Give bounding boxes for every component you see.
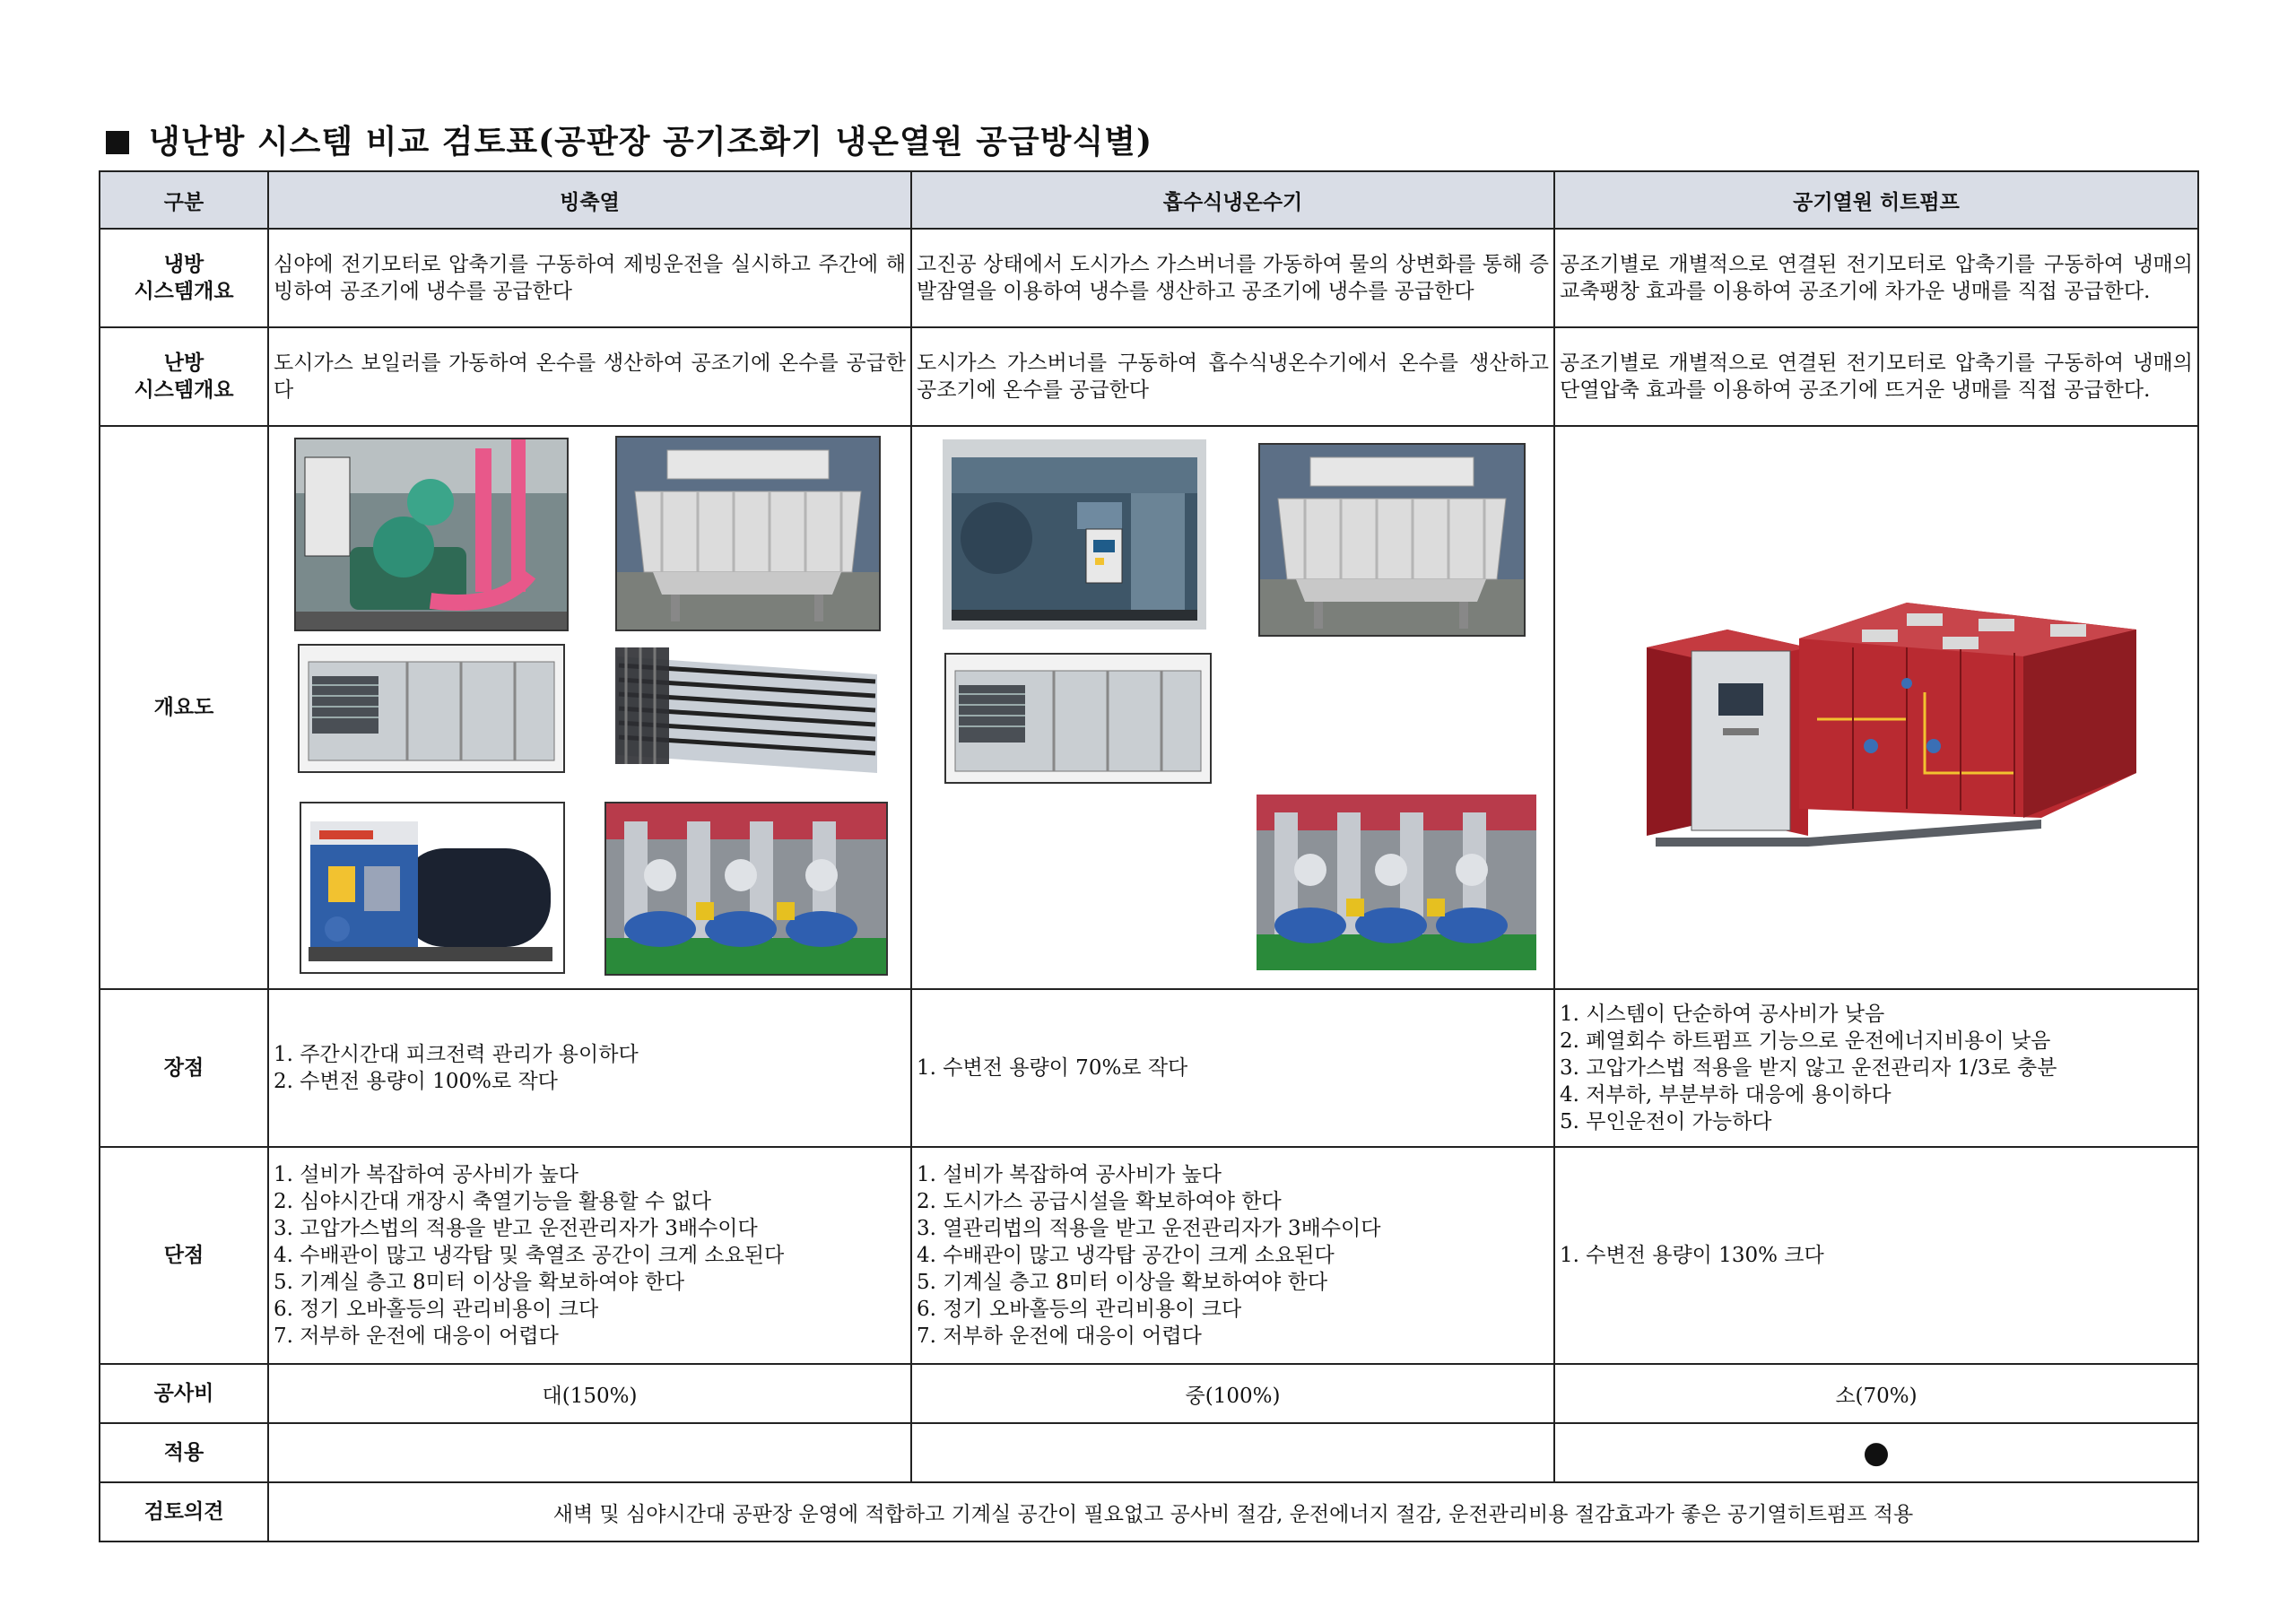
diagram-heat-pump [1554, 426, 2198, 989]
cost-absorption: 중(100%) [911, 1364, 1554, 1423]
list-item: 2. 폐열회수 하트펌프 기능으로 운전에너지비용이 낮음 [1560, 1029, 2051, 1053]
list-item: 1. 주간시간대 피크전력 관리가 용이하다 [274, 1043, 639, 1066]
cooling-row [100, 229, 2198, 327]
cons-row [100, 1147, 2198, 1364]
list-item: 2. 도시가스 공급시설을 확보하여야 한다 [917, 1190, 1282, 1213]
ice-coil-photo-icon [608, 638, 886, 780]
row-label-cooling: 냉방 시스템개요 [100, 229, 268, 327]
cost-heat-pump: 소(70%) [1554, 1364, 2198, 1423]
pump-room-photo-icon-2 [1257, 795, 1536, 970]
apply-ice-storage [268, 1423, 911, 1482]
header-absorption: 흡수식냉온수기 [911, 171, 1554, 229]
diagram-ice-storage [268, 426, 911, 989]
opinion-row [100, 1482, 2198, 1541]
row-label-diagram: 개요도 [100, 426, 268, 989]
list-item: 3. 고압가스법 적용을 받지 않고 운전관리자 1/3로 충분 [1560, 1056, 2057, 1080]
list-item: 4. 저부하, 부분부하 대응에 용이하다 [1560, 1083, 1892, 1107]
boiler-photo-icon [300, 802, 565, 974]
cons-absorption [911, 1147, 1554, 1364]
list-item: 3. 고압가스법의 적용을 받고 운전관리자가 3배수이다 [274, 1217, 758, 1240]
list-item: 4. 수배관이 많고 냉각탑 공간이 크게 소요된다 [917, 1244, 1335, 1267]
heating-row [100, 327, 2198, 426]
list-item: 3. 열관리법의 적용을 받고 운전관리자가 3배수이다 [917, 1217, 1381, 1240]
heat-pump-photo-icon [1638, 594, 2140, 854]
cooling-ice-storage: 심야에 전기모터로 압축기를 구동하여 제빙운전을 실시하고 주간에 해빙하여 공조기에 냉수를 공급한다 [268, 229, 911, 327]
list-item: 6. 정기 오바홀등의 관리비용이 크다 [274, 1298, 599, 1321]
list-item: 2. 심야시간대 개장시 축열기능을 활용할 수 없다 [274, 1190, 711, 1213]
diagram-row [100, 426, 2198, 989]
page-title: 냉난방 시스템 비교 검토표(공판장 공기조화기 냉온열원 공급방식별) [106, 117, 1152, 162]
cost-ice-storage: 대(150%) [268, 1364, 911, 1423]
opinion-text: 새벽 및 심야시간대 공판장 운영에 적합하고 기계실 공간이 필요없고 공사비 절감, 운전에너지 절감, 운전관리비용 절감효과가 좋은 공기열히트펌프 적용 [268, 1482, 2198, 1541]
heating-ice-storage: 도시가스 보일러를 가동하여 온수를 생산하여 공조기에 온수를 공급한다 [268, 327, 911, 426]
row-label-apply: 적용 [100, 1423, 268, 1482]
cooling-tower-photo-icon-2 [1258, 443, 1526, 637]
header-row [100, 171, 2198, 229]
list-item: 1. 설비가 복잡하여 공사비가 높다 [917, 1163, 1222, 1186]
row-label-heating: 난방 시스템개요 [100, 327, 268, 426]
cons-heat-pump [1554, 1147, 2198, 1364]
list-item: 1. 수변전 용량이 70%로 작다 [917, 1056, 1188, 1080]
air-handler-photo-icon-2 [944, 653, 1212, 784]
list-item: 1. 수변전 용량이 130% 크다 [1560, 1244, 1824, 1267]
cost-row [100, 1364, 2198, 1423]
list-item: 5. 무인운전이 가능하다 [1560, 1110, 1772, 1133]
air-handler-photo-icon [298, 644, 565, 773]
square-bullet-icon [106, 131, 129, 154]
pros-heat-pump [1554, 989, 2198, 1147]
row-label-cost: 공사비 [100, 1364, 268, 1423]
pros-row [100, 989, 2198, 1147]
row-label-cons: 단점 [100, 1147, 268, 1364]
cooling-tower-photo-icon [615, 436, 881, 631]
header-ice-storage: 빙축열 [268, 171, 911, 229]
list-item: 1. 시스템이 단순하여 공사비가 낮음 [1560, 1003, 1885, 1026]
heating-heat-pump: 공조기별로 개별적으로 연결된 전기모터로 압축기를 구동하여 냉매의 단열압축 효과를 이용하여 공조기에 뜨거운 냉매를 직접 공급한다. [1554, 327, 2198, 426]
pump-room-photo-icon [604, 802, 888, 976]
pros-ice-storage [268, 989, 911, 1147]
comparison-table [99, 170, 2199, 1542]
diagram-absorption [911, 426, 1554, 989]
cooling-absorption: 고진공 상태에서 도시가스 가스버너를 가동하여 물의 상변화를 통해 증발잠열을 이용하여 냉수를 생산하고 공조기에 냉수를 공급한다 [911, 229, 1554, 327]
apply-absorption [911, 1423, 1554, 1482]
row-label-pros: 장점 [100, 989, 268, 1147]
cooling-heat-pump: 공조기별로 개별적으로 연결된 전기모터로 압축기를 구동하여 냉매의 교축팽창 효과를 이용하여 공조기에 차가운 냉매를 직접 공급한다. [1554, 229, 2198, 327]
list-item: 6. 정기 오바홀등의 관리비용이 크다 [917, 1298, 1242, 1321]
row-label-opinion: 검토의견 [100, 1482, 268, 1541]
apply-heat-pump [1554, 1423, 2198, 1482]
chiller-photo-icon [294, 438, 569, 631]
list-item: 7. 저부하 운전에 대응이 어렵다 [274, 1324, 559, 1348]
heating-absorption: 도시가스 가스버너를 구동하여 흡수식냉온수기에서 온수를 생산하고 공조기에 온수를 공급한다 [911, 327, 1554, 426]
pros-absorption [911, 989, 1554, 1147]
header-heat-pump: 공기열원 히트펌프 [1554, 171, 2198, 229]
list-item: 5. 기계실 층고 8미터 이상을 확보하여야 한다 [274, 1271, 685, 1294]
list-item: 4. 수배관이 많고 냉각탑 및 축열조 공간이 크게 소요된다 [274, 1244, 785, 1267]
header-category: 구분 [100, 171, 268, 229]
list-item: 5. 기계실 층고 8미터 이상을 확보하여야 한다 [917, 1271, 1328, 1294]
list-item: 1. 설비가 복잡하여 공사비가 높다 [274, 1163, 579, 1186]
list-item: 7. 저부하 운전에 대응이 어렵다 [917, 1324, 1202, 1348]
selected-dot-icon: ● [1863, 1435, 1890, 1471]
apply-row [100, 1423, 2198, 1482]
list-item: 2. 수변전 용량이 100%로 작다 [274, 1070, 558, 1093]
cons-ice-storage [268, 1147, 911, 1364]
absorption-chiller-photo-icon [943, 439, 1206, 630]
